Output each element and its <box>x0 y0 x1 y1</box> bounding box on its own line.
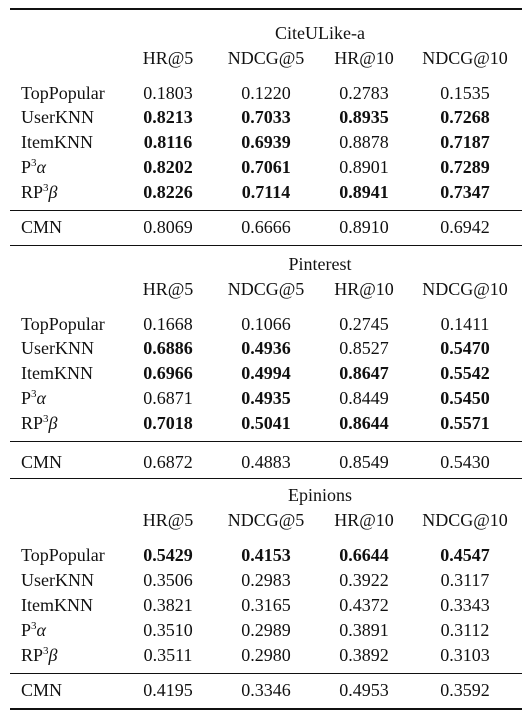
value-cell: 0.2989 <box>241 620 291 640</box>
column-header-row <box>10 508 522 532</box>
value-cell: 0.3506 <box>143 570 193 590</box>
value-cell: 0.4936 <box>241 338 291 358</box>
value-cell: 0.1535 <box>440 83 490 103</box>
value-cell: 0.8226 <box>143 182 193 202</box>
value-cell: 0.7061 <box>241 157 291 177</box>
column-header: HR@5 <box>142 510 194 530</box>
method-name: TopPopular <box>21 83 105 103</box>
value-cell: 0.8647 <box>339 363 389 383</box>
value-cell: 0.5430 <box>440 452 490 472</box>
method-name: ItemKNN <box>21 132 93 152</box>
method-name: TopPopular <box>21 545 105 565</box>
method-name: TopPopular <box>21 314 105 334</box>
value-cell: 0.6966 <box>143 363 193 383</box>
cmn-row <box>10 215 522 239</box>
value-cell: 0.6666 <box>241 217 291 237</box>
value-cell: 0.4547 <box>440 545 490 565</box>
column-header: NDCG@10 <box>422 510 508 530</box>
value-cell: 0.3112 <box>440 620 490 640</box>
value-cell: 0.8910 <box>339 217 389 237</box>
value-cell: 0.3103 <box>440 645 490 665</box>
column-header: NDCG@5 <box>227 510 305 530</box>
value-cell: 0.8878 <box>339 132 389 152</box>
value-cell: 0.8069 <box>143 217 193 237</box>
value-cell: 0.1803 <box>143 83 193 103</box>
table-row <box>10 180 522 204</box>
method-name: $RP^3\beta$ <box>21 645 58 665</box>
value-cell: 0.8935 <box>339 107 389 127</box>
method-name: ItemKNN <box>21 595 93 615</box>
value-cell: 0.3891 <box>339 620 389 640</box>
section-rule <box>10 245 522 246</box>
table-row <box>10 105 522 129</box>
value-cell: 0.7033 <box>241 107 291 127</box>
value-cell: 0.1220 <box>241 83 291 103</box>
value-cell: 0.7187 <box>440 132 490 152</box>
table-row <box>10 312 522 336</box>
value-cell: 0.3346 <box>241 680 291 700</box>
value-cell: 0.3922 <box>339 570 389 590</box>
value-cell: 0.6939 <box>241 132 291 152</box>
value-cell: 0.4153 <box>241 545 291 565</box>
section-rule <box>10 478 522 479</box>
method-name: ItemKNN <box>21 363 93 383</box>
column-header-row <box>10 46 522 70</box>
table-row <box>10 81 522 105</box>
value-cell: 0.8527 <box>339 338 389 358</box>
table-row <box>10 411 522 435</box>
value-cell: 0.7114 <box>241 182 291 202</box>
cmn-row <box>10 450 522 474</box>
method-name: CMN <box>21 217 63 237</box>
value-cell: 0.8213 <box>143 107 193 127</box>
midrule <box>10 210 522 211</box>
value-cell: 0.1668 <box>143 314 193 334</box>
value-cell: 0.7289 <box>440 157 490 177</box>
bottom-rule <box>10 708 522 710</box>
value-cell: 0.3165 <box>241 595 291 615</box>
column-header: NDCG@10 <box>422 279 508 299</box>
value-cell: 0.8202 <box>143 157 193 177</box>
method-name: $RP^3\beta$ <box>21 413 58 433</box>
table-row <box>10 361 522 385</box>
table-row <box>10 155 522 179</box>
column-header: NDCG@5 <box>227 48 305 68</box>
table-row <box>10 130 522 154</box>
value-cell: 0.5542 <box>440 363 490 383</box>
table-row <box>10 386 522 410</box>
value-cell: 0.2980 <box>241 645 291 665</box>
value-cell: 0.5450 <box>440 388 490 408</box>
value-cell: 0.8644 <box>339 413 389 433</box>
value-cell: 0.6942 <box>440 217 490 237</box>
method-name: UserKNN <box>21 570 94 590</box>
value-cell: 0.6872 <box>143 452 193 472</box>
value-cell: 0.7268 <box>440 107 490 127</box>
method-name: CMN <box>21 452 63 472</box>
column-header: HR@10 <box>334 510 394 530</box>
value-cell: 0.3511 <box>143 645 193 665</box>
value-cell: 0.1411 <box>440 314 490 334</box>
top-rule <box>10 8 522 10</box>
value-cell: 0.3892 <box>339 645 389 665</box>
value-cell: 0.8941 <box>339 182 389 202</box>
table-row <box>10 618 522 642</box>
method-name: UserKNN <box>21 338 94 358</box>
value-cell: 0.4195 <box>143 680 193 700</box>
value-cell: 0.5041 <box>241 413 291 433</box>
value-cell: 0.4994 <box>241 363 291 383</box>
value-cell: 0.2983 <box>241 570 291 590</box>
value-cell: 0.3821 <box>143 595 193 615</box>
column-header-row <box>10 277 522 301</box>
column-header: HR@10 <box>334 279 394 299</box>
method-name: $P^3\alpha$ <box>21 157 46 177</box>
method-name: CMN <box>21 680 63 700</box>
value-cell: 0.8901 <box>339 157 389 177</box>
value-cell: 0.5470 <box>440 338 490 358</box>
value-cell: 0.8116 <box>143 132 193 152</box>
value-cell: 0.3510 <box>143 620 193 640</box>
table-row <box>10 336 522 360</box>
value-cell: 0.4372 <box>339 595 389 615</box>
value-cell: 0.5429 <box>143 545 193 565</box>
column-header: HR@10 <box>334 48 394 68</box>
value-cell: 0.3592 <box>440 680 490 700</box>
value-cell: 0.3343 <box>440 595 490 615</box>
midrule <box>10 673 522 674</box>
value-cell: 0.5571 <box>440 413 490 433</box>
method-name: $RP^3\beta$ <box>21 182 58 202</box>
value-cell: 0.8449 <box>339 388 389 408</box>
value-cell: 0.7347 <box>440 182 490 202</box>
method-name: $P^3\alpha$ <box>21 620 46 640</box>
value-cell: 0.2745 <box>339 314 389 334</box>
value-cell: 0.8549 <box>339 452 389 472</box>
value-cell: 0.7018 <box>143 413 193 433</box>
table-row <box>10 568 522 592</box>
value-cell: 0.4953 <box>339 680 389 700</box>
cmn-row <box>10 678 522 702</box>
value-cell: 0.2783 <box>339 83 389 103</box>
value-cell: 0.4935 <box>241 388 291 408</box>
midrule <box>10 441 522 442</box>
value-cell: 0.6886 <box>143 338 193 358</box>
value-cell: 0.6871 <box>143 388 193 408</box>
table-row <box>10 593 522 617</box>
dataset-title: Pinterest <box>288 254 352 274</box>
column-header: NDCG@10 <box>422 48 508 68</box>
table-row <box>10 543 522 567</box>
column-header: HR@5 <box>142 48 194 68</box>
value-cell: 0.6644 <box>339 545 389 565</box>
value-cell: 0.1066 <box>241 314 291 334</box>
column-header: NDCG@5 <box>227 279 305 299</box>
method-name: $P^3\alpha$ <box>21 388 46 408</box>
dataset-title: CiteULike-a <box>275 23 365 43</box>
column-header: HR@5 <box>142 279 194 299</box>
method-name: UserKNN <box>21 107 94 127</box>
dataset-title: Epinions <box>287 485 352 505</box>
table-row <box>10 643 522 667</box>
value-cell: 0.4883 <box>241 452 291 472</box>
value-cell: 0.3117 <box>440 570 490 590</box>
